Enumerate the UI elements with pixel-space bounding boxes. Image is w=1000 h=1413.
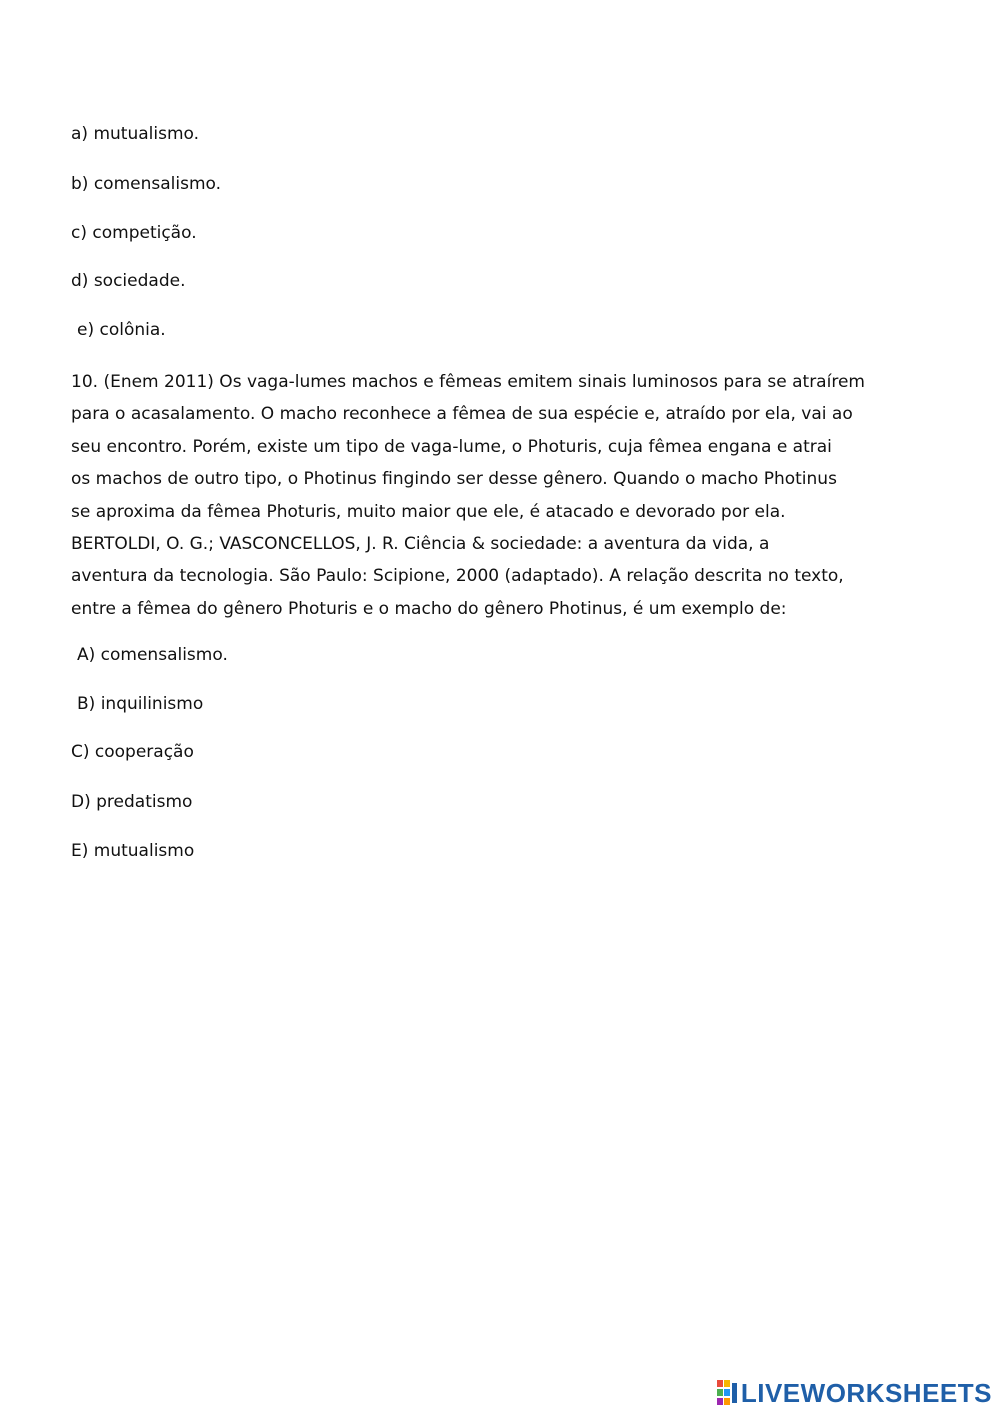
liveworksheets-logo (717, 1379, 992, 1407)
question-10-line: 10. (Enem 2011) Os vaga-lumes machos e fêmeas emitem sinais luminosos para se atraírem (71, 372, 865, 392)
question-10-line: para o acasalamento. O macho reconhece a fêmea de sua espécie e, atraído por ela, vai ao (71, 404, 853, 425)
question-10-line: se aproxima da fêmea Photuris, muito maior que ele, é atacado e devorado por ela. (71, 501, 786, 522)
q9-option-b: b) comensalismo. (71, 174, 222, 194)
liveworksheets-brand-text: LIVEWORKSHEETS (740, 1377, 992, 1408)
question-10-line: os machos de outro tipo, o Photinus fingindo ser desse gênero. Quando o macho Photinus (71, 469, 837, 490)
question-10-line: seu encontro. Porém, existe um tipo de vaga-lume, o Photuris, cuja fêmea engana e atrai (71, 436, 832, 457)
q10-option-c: C) cooperação (71, 742, 194, 762)
question-10-line: BERTOLDI, O. G.; VASCONCELLOS, J. R. Ciência & sociedade: a aventura da vida, a (71, 534, 770, 555)
q10-option-d: D) predatismo (71, 792, 193, 812)
q10-option-b: B) inquilinismo (77, 694, 204, 714)
q9-option-a: a) mutualismo. (71, 124, 200, 144)
question-10-line: aventura da tecnologia. São Paulo: Scipione, 2000 (adaptado). A relação descrita no texto, (71, 566, 844, 587)
question-10-line: entre a fêmea do gênero Photuris e o macho do gênero Photinus, é um exemplo de: (71, 598, 787, 619)
q9-option-e: e) colônia. (77, 320, 166, 340)
q9-option-c: c) competição. (71, 223, 197, 243)
q10-option-a: A) comensalismo. (77, 645, 228, 665)
liveworksheets-logo-icon (717, 1380, 739, 1406)
q10-option-e: E) mutualismo (71, 841, 195, 861)
q9-option-d: d) sociedade. (71, 271, 186, 291)
question-10-text (71, 366, 941, 625)
